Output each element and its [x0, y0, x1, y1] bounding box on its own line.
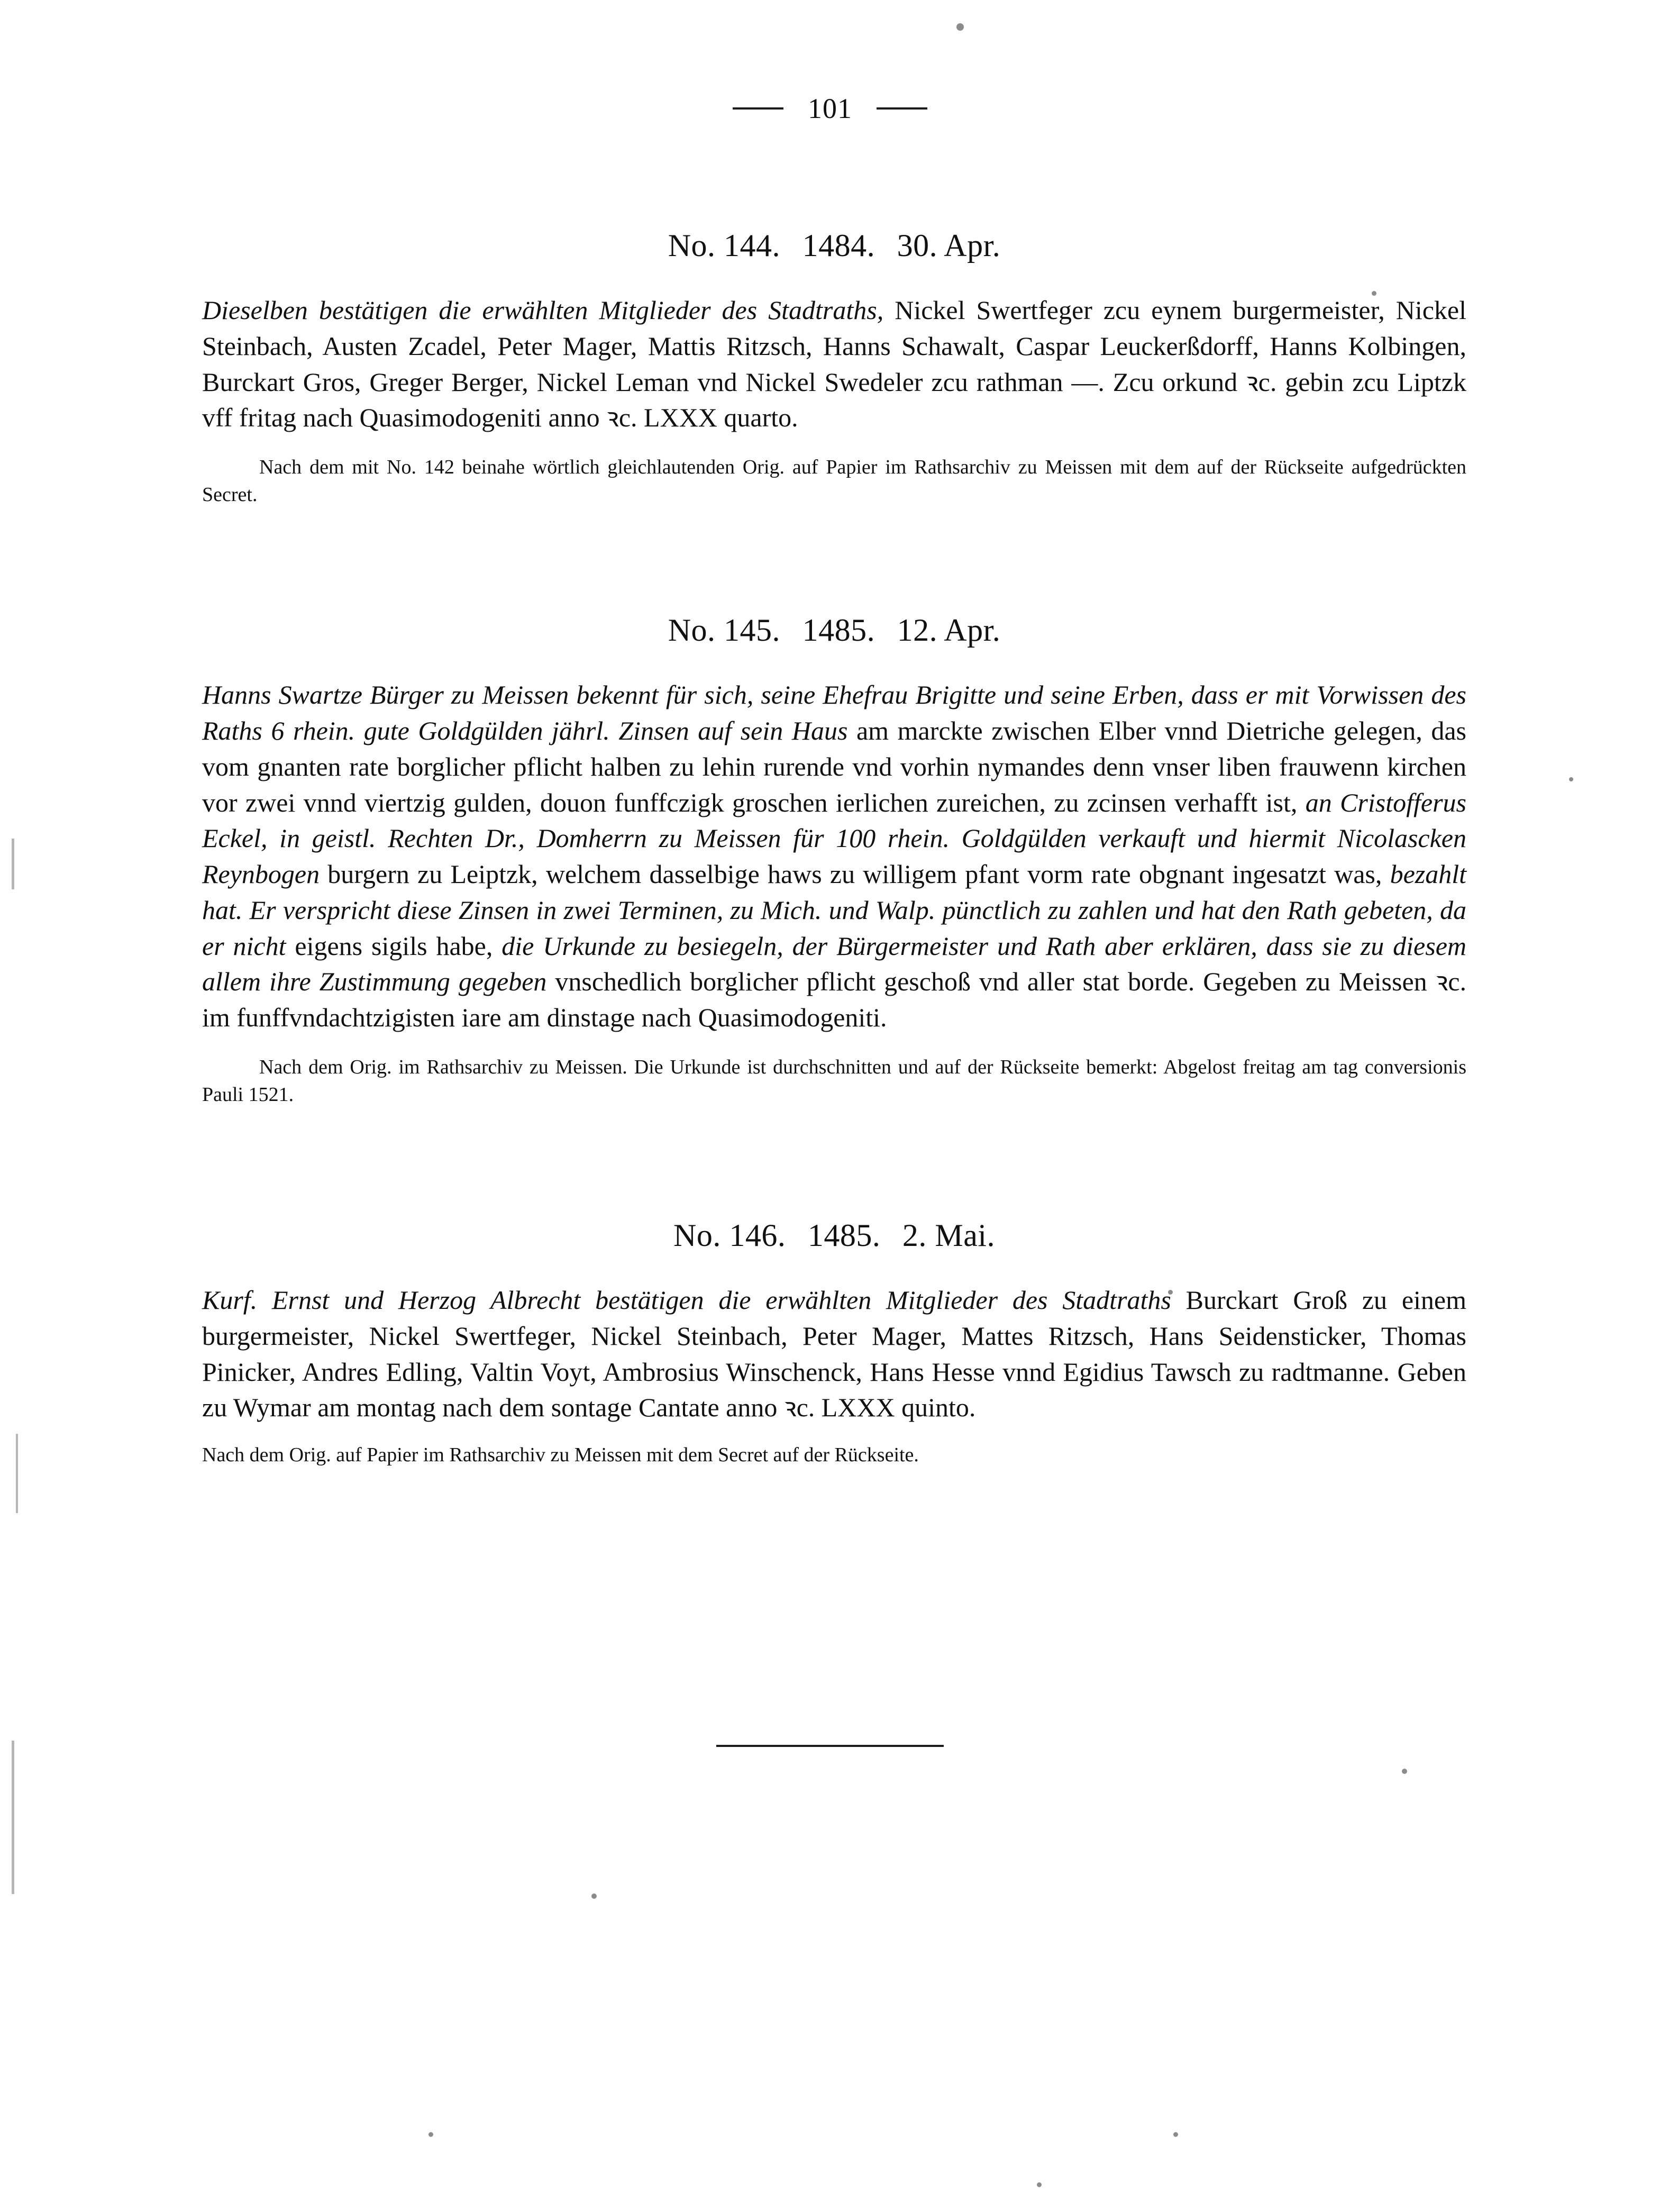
scan-speck: [591, 1894, 597, 1899]
entry-144-number: No. 144.: [668, 228, 781, 263]
entry-145-seg4: burgern zu Leiptzk, welchem dasselbige haws zu willigem pfant vorm rate obgnant ingesatzt was,: [320, 859, 1390, 889]
entry-146: [202, 1217, 1466, 1469]
entry-144-year: 1484.: [802, 228, 875, 263]
entry-144-body: [202, 293, 1466, 436]
running-head-rule-right: [877, 107, 927, 110]
entry-145-heading: [202, 612, 1466, 649]
entry-spacer: [202, 1108, 1466, 1217]
scan-speck: [1402, 1769, 1407, 1774]
entry-145-number: No. 145.: [668, 613, 781, 648]
entry-spacer: [202, 508, 1466, 612]
entry-146-heading: [202, 1217, 1466, 1254]
section-divider-rule: [716, 1745, 944, 1747]
entry-146-note: Nach dem Orig. auf Papier im Rathsarchiv zu Meissen mit dem Secret auf der Rückseite.: [202, 1444, 919, 1467]
entry-146-number: No. 146.: [673, 1218, 786, 1253]
entry-145-seg8: vnschedlich borglicher pflicht geschoß vnd aller stat borde. Gegeben zu Meissen ꝛc. im funffvndachtzigisten iare am dinstage nach Quasimodogeniti.: [202, 967, 1466, 1033]
scan-speck: [1037, 2182, 1042, 2187]
entry-144-body-italic: Dieselben bestätigen die erwählten Mitglieder des Stadtraths,: [202, 295, 884, 325]
entry-145-seg1: Hanns Swartze Bürger zu Meissen bekennt für sich, seine Ehefrau Brigitte und seine Erben, dass er mit Vorwissen des Raths 6 rhein. gute Goldgülden jährl. Zinsen auf sein Haus: [202, 680, 1466, 746]
running-head: [0, 94, 1660, 123]
page-edge-mark: [16, 1434, 18, 1513]
entry-144-body-roman: Nickel Swertfeger zcu eynem burgermeister, Nickel Steinbach, Austen Zcadel, Peter Mager, Mattis Ritzsch, Hanns Schawalt, Caspar Leuckerßdorff, Hanns Kolbingen, Burckart Gros, Greger Berger, Nickel Leman vnd Nickel Swedeler zcu rathman —. Zcu orkund ꝛc. gebin zcu Liptzk vff fritag nach Quasimodogeniti anno ꝛc. LXXX quarto.: [202, 295, 1466, 433]
entry-145-seg6: eigens sigils habe,: [286, 931, 502, 961]
entry-145-note: Nach dem Orig. im Rathsarchiv zu Meissen. Die Urkunde ist durchschnitten und auf der Rückseite bemerkt: Abgelost freitag am tag conversionis Pauli 1521.: [202, 1055, 1466, 1106]
entry-145: [202, 612, 1466, 1108]
entry-145-year: 1485.: [802, 613, 875, 648]
scan-speck: [956, 23, 964, 31]
entry-145-seg3: an Cristofferus Eckel, in geistl. Rechten Dr., Domherrn zu Meissen für 100 rhein. Goldgülden verkauft und hiermit Nicolascken Reynbogen: [202, 787, 1466, 889]
entry-146-year: 1485.: [807, 1218, 881, 1253]
scan-speck: [1173, 2132, 1178, 2137]
entry-144-date: 30. Apr.: [897, 228, 1001, 263]
entry-145-date: 12. Apr.: [897, 613, 1001, 648]
entry-145-seg7: die Urkunde zu besiegeln, der Bürgermeister und Rath aber erklären, dass sie zu diesem allem ihre Zustimmung gegeben: [202, 931, 1466, 997]
entry-145-seg5: bezahlt hat. Er verspricht diese Zinsen in zwei Terminen, zu Mich. und Walp. pünctlich zu zahlen und hat den Rath gebeten, da er nicht: [202, 859, 1466, 961]
entry-144: [202, 227, 1466, 508]
scan-speck: [428, 2132, 433, 2137]
scan-speck: [1569, 777, 1573, 781]
page-edge-mark: [12, 1741, 14, 1894]
entry-145-body: [202, 677, 1466, 1036]
entry-144-heading: [202, 227, 1466, 264]
page-number: 101: [808, 93, 852, 124]
entry-146-date: 2. Mai.: [902, 1218, 995, 1253]
entry-146-body-roman: Burckart Groß zu einem burgermeister, Nickel Swertfeger, Nickel Steinbach, Peter Mager, Mattes Ritzsch, Hans Seidensticker, Thomas Pinicker, Andres Edling, Valtin Voyt, Ambrosius Winschenck, Hans Hesse vnnd Egidius Tawsch zu radtmanne. Geben zu Wymar am montag nach dem sontage Cantate anno ꝛc. LXXX quinto.: [202, 1285, 1467, 1423]
text-column: [202, 227, 1466, 1469]
entry-146-body: [202, 1282, 1466, 1426]
page-edge-mark: [12, 839, 14, 889]
entry-144-note: Nach dem mit No. 142 beinahe wörtlich gleichlautenden Orig. auf Papier im Rathsarchiv zu Meissen mit dem auf der Rückseite aufgedrückten Secret.: [202, 456, 1466, 506]
entry-145-seg2: am marckte zwischen Elber vnnd Dietriche gelegen, das vom gnanten rate borglicher pflicht halben zu lehin rurende vnd vorhin nymandes denn vnser liben frauwenn kirchen vor zwei vnnd viertzig gulden, douon funffczigk groschen ierlichen zureichen, zu zcinsen verhafft ist,: [202, 716, 1466, 817]
running-head-rule-left: [733, 107, 783, 110]
entry-146-body-italic: Kurf. Ernst und Herzog Albrecht bestätigen die erwählten Mitglieder des Stadtraths: [202, 1285, 1171, 1315]
